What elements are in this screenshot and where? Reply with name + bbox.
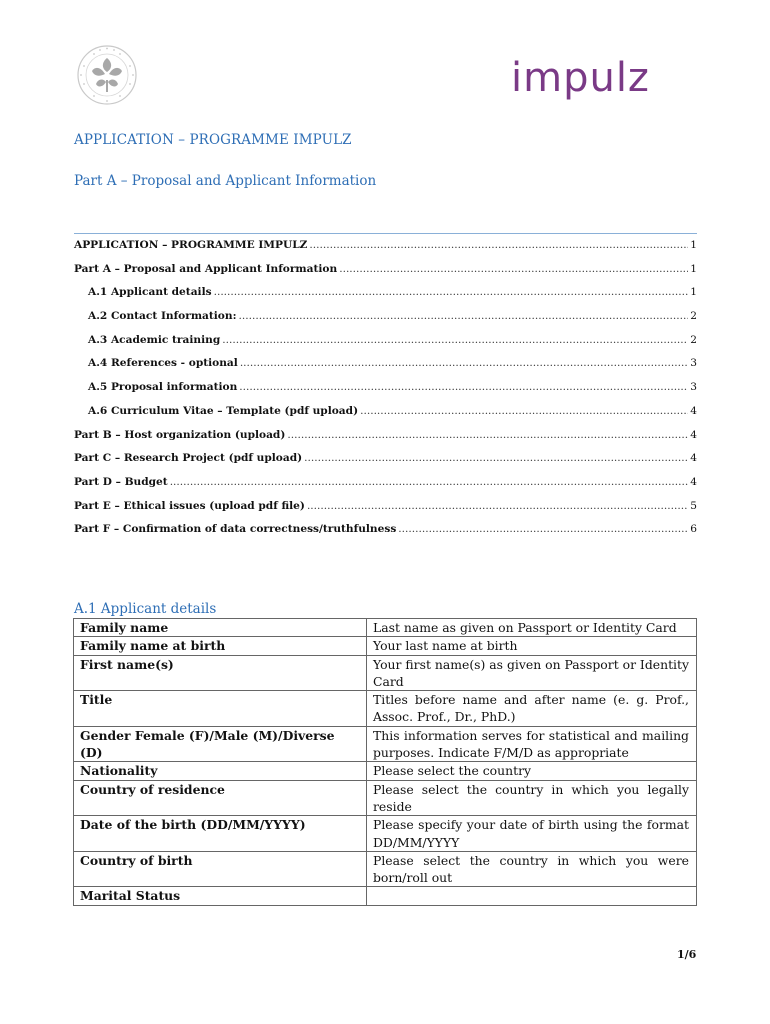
table-row [74,851,697,887]
impulz-logo: impulz [511,55,650,101]
section-heading-applicant-details: A.1 Applicant details [74,601,217,617]
field-hint[interactable]: Please select the country [367,762,697,780]
field-label: Country of residence [74,780,367,816]
field-label: Family name at birth [74,637,367,655]
toc-entry[interactable]: Part D – Budget ..... 4 [74,475,697,499]
field-label: Nationality [74,762,367,780]
field-label: Date of the birth (DD/MM/YYYY) [74,816,367,852]
toc-entry[interactable]: Part A – Proposal and Applicant Information ..... 1 [74,262,697,286]
table-row [74,816,697,852]
toc-entry[interactable]: APPLICATION – PROGRAMME IMPULZ ..... 1 [74,238,697,262]
table-row [74,691,697,727]
page-title: APPLICATION – PROGRAMME IMPULZ [74,132,352,148]
table-row [74,619,697,637]
page-number: 1/6 [677,948,697,961]
toc-divider [74,233,697,234]
field-hint[interactable]: Please specify your date of birth using the format DD/MM/YYYY [367,816,697,852]
table-of-contents [74,238,697,546]
field-label: Gender Female (F)/Male (M)/Diverse (D) [74,726,367,762]
field-hint[interactable]: This information serves for statistical and mailing purposes. Indicate F/M/D as appropriate [367,726,697,762]
toc-entry[interactable]: Part C – Research Project (pdf upload) ..... 4 [74,451,697,475]
toc-entry[interactable]: Part E – Ethical issues (upload pdf file) ..... 5 [74,499,697,523]
table-row [74,780,697,816]
page-subtitle: Part A – Proposal and Applicant Information [74,173,377,189]
toc-entry[interactable]: A.3 Academic training ..... 2 [74,333,697,357]
field-hint[interactable]: Please select the country in which you legally reside [367,780,697,816]
toc-entry[interactable]: A.4 References - optional ..... 3 [74,356,697,380]
field-hint[interactable]: Your last name at birth [367,637,697,655]
field-hint[interactable] [367,887,697,905]
field-label: Title [74,691,367,727]
table-row [74,655,697,691]
toc-entry[interactable]: A.1 Applicant details ..... 1 [74,285,697,309]
applicant-details-table [73,618,697,906]
toc-entry[interactable]: A.2 Contact Information: ..... 2 [74,309,697,333]
table-row [74,887,697,905]
table-row [74,762,697,780]
field-hint[interactable]: Titles before name and after name (e. g. Prof., Assoc. Prof., Dr., PhD.) [367,691,697,727]
toc-entry[interactable]: Part B – Host organization (upload) ..... 4 [74,428,697,452]
field-label: Family name [74,619,367,637]
field-label: First name(s) [74,655,367,691]
table-row [74,726,697,762]
field-hint[interactable]: Please select the country in which you were born/roll out [367,851,697,887]
field-hint[interactable]: Last name as given on Passport or Identity Card [367,619,697,637]
field-hint[interactable]: Your first name(s) as given on Passport or Identity Card [367,655,697,691]
field-label: Marital Status [74,887,367,905]
toc-entry[interactable]: A.6 Curriculum Vitae – Template (pdf upload) ..... 4 [74,404,697,428]
table-row [74,637,697,655]
academy-seal-icon [74,44,140,106]
toc-entry[interactable]: A.5 Proposal information ..... 3 [74,380,697,404]
toc-entry[interactable]: Part F – Confirmation of data correctness/truthfulness ..... 6 [74,522,697,546]
field-label: Country of birth [74,851,367,887]
